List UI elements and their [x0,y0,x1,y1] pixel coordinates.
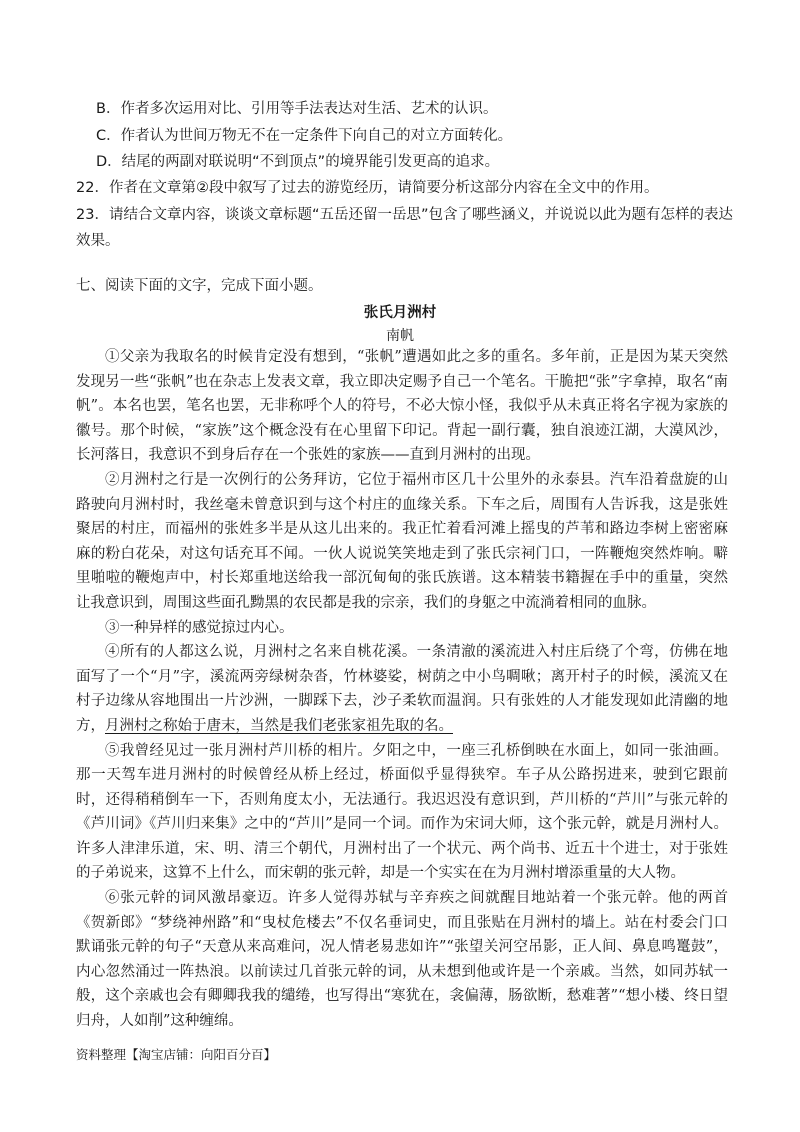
article-title: 张氏月洲村 [363,305,437,321]
article-author: 南帆 [386,328,414,344]
question-22: 22．作者在文章第②段中叙写了过去的游览经历，请简要分析这部分内容在全文中的作用。 [76,180,659,196]
paragraph-6: ⑥张元幹的词风激昂豪迈。许多人觉得苏轼与辛弃疾之间就醒目地站着一个张元幹。他的两首《贺新郎》“梦绕神州路”和“曳杖危楼去”不仅名垂词史，而且张贴在月洲村的墙上。站在村委会门口默诵张元幹的句子“天意从来高难问，况人情老易悲如许”“张望关河空吊影，正人间、鼻息鸣鼍鼓”，内心忽然涌过一阵热浪。以前读过几首张元幹的词，从未想到他或许是一个亲戚。当然，如同苏轼一般，这个亲戚也会有卿卿我我的缱绻，也写得出“寒犹在，衾偏薄，肠欲断，愁难著”“想小楼、终日望归舟，人如削”这种缠绵。 [76,890,728,1030]
underlined-sentence: 月洲村之称始于唐末，当然是我们老张家祖先取的名。 [105,717,453,734]
option-d: D．结尾的两副对联说明“不到顶点”的境界能引发更高的追求。 [96,154,500,170]
footer-note: 资料整理【淘宝店铺：向阳百分百】 [76,1047,277,1062]
section-heading: 七、阅读下面的文字，完成下面小题。 [76,278,323,294]
paragraph-1: ①父亲为我取名的时候肯定没有想到，“张帆”遭遇如此之多的重名。多年前，正是因为某天突然发现另一些“张帆”也在杂志上发表文章，我立即决定赐予自己一个笔名。干脆把“张”字拿掉，取名“南帆”。本名也罢，笔名也罢，无非称呼个人的符号，不必大惊小怪，我似乎从未真正将名字视为家族的徽号。那个时候，“家族”这个概念没有在心里留下印记。背起一副行囊，独自浪迹江湖，大漠风沙，长河落日，我意识不到身后存在一个张姓的家族——直到月洲村的出现。 [76,349,728,464]
paragraph-5: ⑤我曾经见过一张月洲村芦川桥的相片。夕阳之中，一座三孔桥倒映在水面上，如同一张油画。那一天驾车进月洲村的时候曾经从桥上经过，桥面似乎显得狭窄。车子从公路拐进来，驶到它跟前时，还得稍稍倒车一下，否则角度太小，无法通行。我迟迟没有意识到，芦川桥的“芦川”与张元幹的《芦川词》《芦川归来集》之中的“芦川”是同一个词。而作为宋词大师，这个张元幹，就是月洲村人。许多人津津乐道，宋、明、清三个朝代，月洲村出了一个状元、两个尚书、近五十个进士，对于张姓的子弟说来，这算不上什么，而宋朝的张元幹，却是一个实实在在为月洲村增添重量的大人物。 [76,742,728,882]
paragraph-3: ③一种异样的感觉掠过内心。 [105,619,294,636]
option-c: C．作者认为世间万物无不在一定条件下向自己的对立方面转化。 [96,128,513,144]
article-body [76,345,728,1034]
question-23-line1: 23．请结合文章内容，谈谈文章标题“五岳还留一岳思”包含了哪些涵义，并说说以此为题有怎样的表达 [76,207,733,223]
question-23-line2: 效果。 [76,233,120,249]
paragraph-4 [76,640,728,738]
option-b: B．作者多次运用对比、引用等手法表达对生活、艺术的认识。 [96,101,498,117]
paragraph-4-text: ④所有的人都这么说，月洲村之名来自桃花溪。一条清澈的溪流进入村庄后绕了个弯，仿佛在地面写了一个“月”字，溪流两旁绿树杂沓，竹林婆娑，树荫之中小鸟啁啾；离开村子的时候，溪流又在村子边缘从容地围出一片沙洲，一脚踩下去，沙子柔软而温润。只有张姓的人才能发现如此清幽的地方， [76,644,728,734]
paragraph-2: ②月洲村之行是一次例行的公务拜访，它位于福州市区几十公里外的永泰县。汽车沿着盘旋的山路驶向月洲村时，我丝毫未曾意识到与这个村庄的血缘关系。下车之后，周围有人告诉我，这是张姓聚居的村庄，而福州的张姓多半是从这儿出来的。我正忙着看河滩上摇曳的芦苇和路边李树上密密麻麻的粉白花朵，对这句话充耳不闻。一伙人说说笑笑地走到了张氏宗祠门口，一阵鞭炮突然炸响。噼里啪啦的鞭炮声中，村长郑重地送给我一部沉甸甸的张氏族谱。这本精装书籍握在手中的重量，突然让我意识到，周围这些面孔黝黑的农民都是我的宗亲，我们的身躯之中流淌着相同的血脉。 [76,471,728,611]
